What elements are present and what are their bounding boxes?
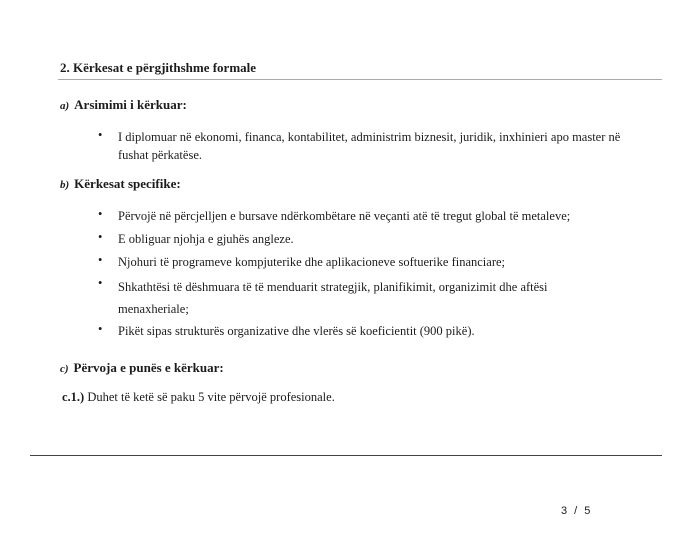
experience-note <box>62 390 335 405</box>
subheading-text: Arsimimi i kërkuar: <box>74 97 187 112</box>
list-item: Përvojë në përcjelljen e bursave ndërkombëtare në veçanti atë të tregut global të metaleve; <box>118 209 571 223</box>
list-item: Pikët sipas strukturës organizative dhe vlerës së koeficientit (900 pikë). <box>118 324 475 338</box>
bullet-icon: • <box>98 230 103 244</box>
subheading-letter: b) <box>60 179 70 191</box>
subheading-education <box>60 97 187 113</box>
bullet-icon: • <box>98 207 103 221</box>
note-number: c.1.) <box>62 390 85 404</box>
list-item: E obliguar njohja e gjuhës angleze. <box>118 232 294 246</box>
subheading-text: Kërkesat specifike: <box>74 176 181 191</box>
subheading-specific-requirements <box>60 176 181 192</box>
list-item: Shkathtësi të dëshmuara të të menduarit strategjik, planifikimit, organizimit dhe aftësi menaxheriale; <box>118 280 548 316</box>
subheading-work-experience <box>60 360 224 376</box>
subheading-letter: c) <box>60 363 69 375</box>
list-item: Njohuri të programeve kompjuterike dhe aplikacioneve softuerike financiare; <box>118 255 505 269</box>
bullet-icon: • <box>98 322 103 336</box>
bullet-icon: • <box>98 128 103 142</box>
bullet-icon: • <box>98 253 103 267</box>
footer-rule <box>30 455 662 456</box>
page-number: 3 / 5 <box>561 505 593 517</box>
title-underline <box>58 79 662 80</box>
section-title: 2. Kërkesat e përgjithshme formale <box>60 60 257 75</box>
note-text: Duhet të ketë së paku 5 vite përvojë profesionale. <box>87 390 335 404</box>
subheading-text: Përvoja e punës e kërkuar: <box>73 360 224 375</box>
list-item: I diplomuar në ekonomi, financa, kontabilitet, administrim biznesit, juridik, inxhinieri apo master në fushat përkatëse. <box>118 130 621 162</box>
bullet-icon: • <box>98 276 103 290</box>
subheading-letter: a) <box>60 100 70 112</box>
